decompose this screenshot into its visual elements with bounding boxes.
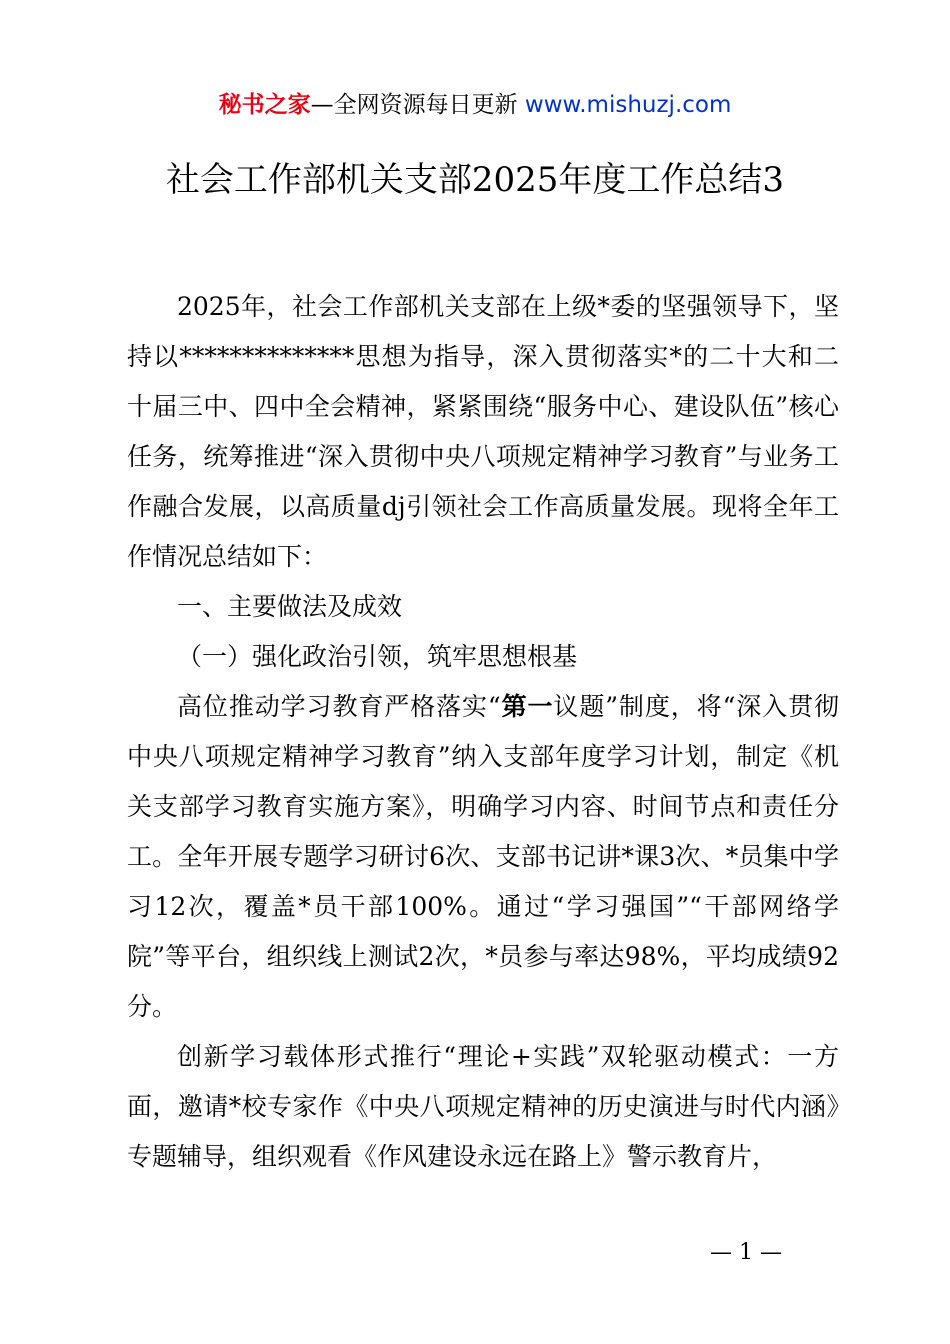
brand-name: 秘书之家	[218, 92, 311, 118]
paragraph-innovation: 创新学习载体形式推行“理论+实践”双轮驱动模式：一方面，邀请*校专家作《中央八项规定精神的历史演进与时代内涵》专题辅导，组织观看《作风建设永远在路上》警示教育片，	[127, 1042, 839, 1171]
page-number-label: — 1 —	[710, 1240, 782, 1265]
bold-emphasis: 第一	[500, 692, 554, 721]
subsection-heading: （一）强化政治引领，筑牢思想根基	[177, 642, 578, 671]
paragraph-study-rest: 议题”制度，将“深入贯彻中央八项规定精神学习教育”纳入支部年度学习计划，制定《机关支部学习教育实施方案》，明确学习内容、时间节点和责任分工。全年开展专题学习研讨6次、支部书记讲*课3次、*员集中学习12次，覆盖*员干部100%。通过“学习强国”“干部网络学院”等平台，组织线上测试2次，*员参与率达98%，平均成绩92分。	[127, 692, 839, 1021]
page-number	[0, 1238, 950, 1268]
document-title: 社会工作部机关支部2025年度工作总结3	[165, 160, 785, 200]
intro-paragraph: 2025年，社会工作部机关支部在上级*委的坚强领导下，坚持以**************思想为指导，深入贯彻落实*的二十大和二十届三中、四中全会精神，紧紧围绕“服务中心、建设队伍”核心任务，统筹推进“深入贯彻中央八项规定精神学习教育”与业务工作融合发展，以高质量dj引领社会工作高质量发展。现将全年工作情况总结如下：	[127, 292, 839, 571]
paragraph-study-start: 高位推动学习教育严格落实“	[177, 692, 501, 721]
site-url-link[interactable]: www.mishuzj.com	[524, 92, 732, 118]
site-banner	[0, 88, 950, 122]
document-body	[127, 282, 839, 1182]
banner-tagline: —全网资源每日更新	[310, 92, 525, 118]
section-heading: 一、主要做法及成效	[177, 592, 403, 621]
paragraph-study	[127, 682, 839, 1032]
